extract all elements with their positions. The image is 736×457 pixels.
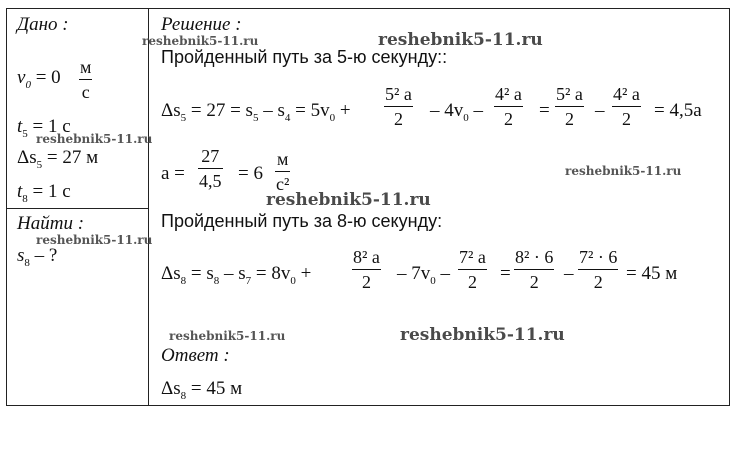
acceleration-value: = 6 bbox=[238, 163, 263, 184]
equation-8th-fraction-4: 7² · 6 2 bbox=[579, 247, 618, 292]
given-ds5: $\Delta s_5 = 27$ м bbox=[17, 147, 99, 171]
equation-5th-fraction-1: 5² a 2 bbox=[385, 84, 412, 129]
watermark: reshebnik5-11.ru bbox=[36, 233, 153, 247]
equation-5th-second-part1: $\Delta s_5 = 27 = s_5 - s_4 = 5v_0$ + bbox=[161, 100, 351, 124]
equation-5th-minus: – bbox=[595, 100, 605, 121]
solution-line-5th-second: Пройденный путь за 5-ю секунду:: bbox=[161, 47, 448, 67]
acceleration-fraction: 27 4,5 bbox=[199, 146, 222, 191]
given-v0: $v_0 = 0$ bbox=[17, 67, 61, 91]
find-s8: $s_8$ – ? bbox=[17, 245, 58, 269]
find-heading: Найти : bbox=[17, 213, 85, 234]
column-divider bbox=[148, 8, 149, 406]
solution-heading: Решение : bbox=[161, 14, 242, 35]
watermark: reshebnik5-11.ru bbox=[169, 329, 286, 343]
equation-8th-fraction-3: 8² · 6 2 bbox=[515, 247, 554, 292]
given-t8: $t_8 = 1$ с bbox=[17, 181, 71, 205]
equation-8th-eq-sign: = bbox=[500, 263, 511, 284]
watermark: reshebnik5-11.ru bbox=[266, 190, 431, 210]
given-find-divider bbox=[6, 208, 148, 209]
equation-5th-fraction-2: 4² a 2 bbox=[495, 84, 522, 129]
equation-5th-fraction-4: 4² a 2 bbox=[613, 84, 640, 129]
answer-value: $\Delta s_8 = 45$ м bbox=[161, 378, 243, 402]
solution-line-8th-second: Пройденный путь за 8-ю секунду: bbox=[161, 211, 443, 231]
equation-5th-fraction-3: 5² a 2 bbox=[556, 84, 583, 129]
equation-8th-second-part1: $\Delta s_8 = s_8 - s_7 = 8v_0$ + bbox=[161, 263, 312, 287]
watermark: reshebnik5-11.ru bbox=[378, 30, 543, 50]
answer-heading: Ответ : bbox=[161, 345, 230, 366]
watermark: reshebnik5-11.ru bbox=[565, 164, 682, 178]
equation-8th-fraction-2: 7² a 2 bbox=[459, 247, 486, 292]
watermark: reshebnik5-11.ru bbox=[142, 34, 259, 48]
given-heading: Дано : bbox=[17, 14, 69, 35]
acceleration-unit: м с² bbox=[276, 149, 290, 194]
given-t5: $t_5 = 1$ с bbox=[17, 116, 71, 140]
acceleration-lhs: a = bbox=[161, 163, 185, 184]
equation-8th-minus: – bbox=[564, 263, 574, 284]
equation-5th-result: = 4,5a bbox=[654, 100, 702, 121]
equation-5th-eq-sign: = bbox=[539, 100, 550, 121]
equation-8th-fraction-1: 8² a 2 bbox=[353, 247, 380, 292]
watermark: reshebnik5-11.ru bbox=[36, 132, 153, 146]
watermark: reshebnik5-11.ru bbox=[400, 325, 565, 345]
given-v0-unit: м с bbox=[80, 57, 92, 102]
equation-5th-second-part2: – $4v_0$ – bbox=[430, 100, 483, 124]
equation-8th-result: = 45 м bbox=[626, 263, 678, 284]
equation-8th-second-part2: – $7v_0$ – bbox=[397, 263, 450, 287]
